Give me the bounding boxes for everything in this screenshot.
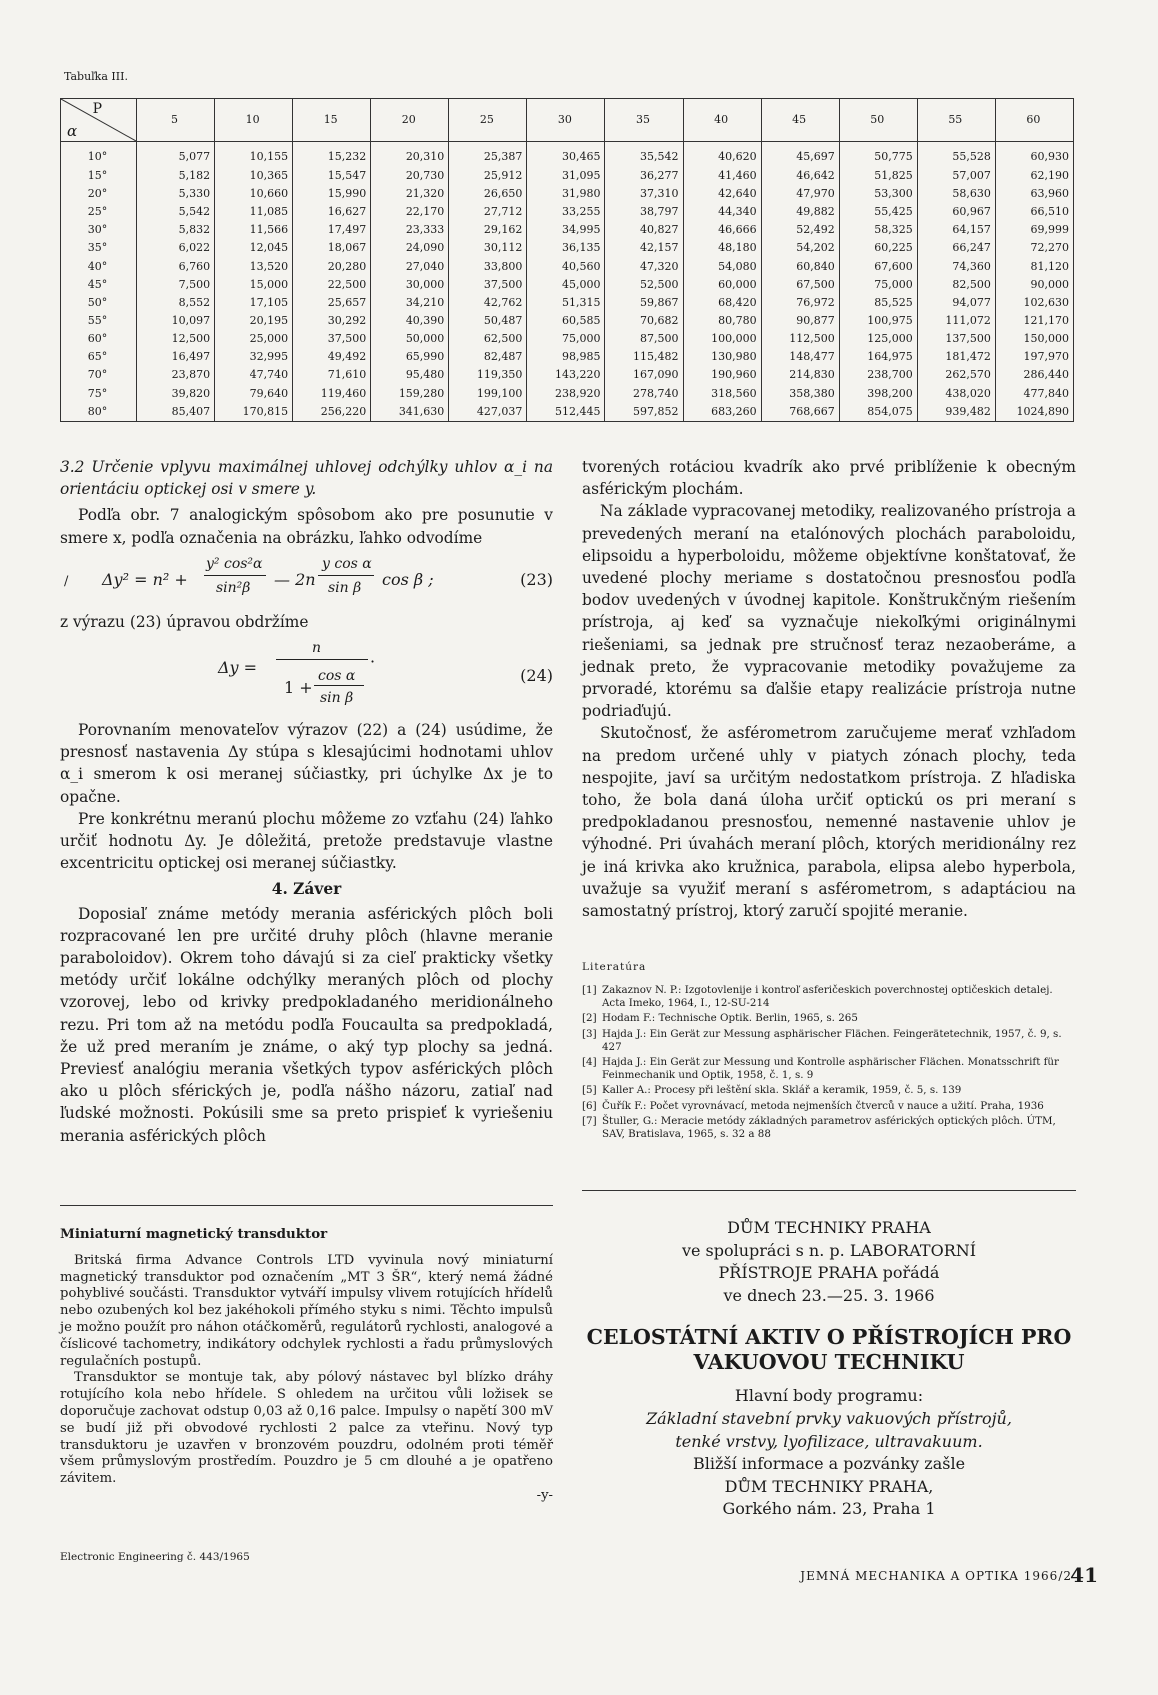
value-cell: 36,135 [527, 239, 605, 257]
program-item: Základní stavební prvky vakuových přístrojů, [646, 1408, 1012, 1428]
value-cell: 16,627 [293, 203, 371, 221]
program-title: Hlavní body programu: [734, 1386, 924, 1406]
value-cell: 49,492 [293, 348, 371, 366]
value-cell: 181,472 [917, 348, 995, 366]
value-cell: 31,980 [527, 185, 605, 203]
value-cell: 20,195 [215, 312, 293, 330]
value-cell: 52,500 [605, 276, 683, 294]
value-cell: 23,870 [137, 366, 215, 384]
value-cell: 47,740 [215, 366, 293, 384]
value-cell: 50,000 [371, 330, 449, 348]
value-cell: 427,037 [449, 403, 527, 422]
value-cell: 30,112 [449, 239, 527, 257]
table-row [61, 366, 1074, 384]
value-cell: 42,157 [605, 239, 683, 257]
value-cell: 37,500 [293, 330, 371, 348]
angle-cell: 15° [87, 168, 108, 182]
value-cell: 12,045 [215, 239, 293, 257]
section-heading: 3.2 Určenie vplyvu maximálnej uhlovej odchýlky uhlov α_i na orientáciu optickej osi v smere y. [60, 458, 553, 499]
value-cell: 25,000 [215, 330, 293, 348]
value-cell: 167,090 [605, 366, 683, 384]
organizer: DŮM TECHNIKY PRAHA [727, 1218, 931, 1237]
value-cell: 59,867 [605, 294, 683, 312]
value-cell: 55,528 [917, 142, 995, 167]
value-cell: 10,365 [215, 167, 293, 185]
value-cell: 47,320 [605, 258, 683, 276]
right-column [582, 456, 1076, 922]
reference-text: Štuller, G.: Meracie metódy základných parametrov asférických optických plôch. ÚTM, SAV, Bratislava, 1965, s. 32 a 88 [602, 1114, 1056, 1141]
value-cell: 12,500 [137, 330, 215, 348]
value-cell: 37,500 [449, 276, 527, 294]
value-cell: 597,852 [605, 403, 683, 422]
reference-number: [1] [582, 984, 597, 996]
value-cell: 11,085 [215, 203, 293, 221]
table-row [61, 348, 1074, 366]
corner-col-label: P [92, 101, 102, 117]
value-cell: 7,500 [137, 276, 215, 294]
equation-23: / Δy² = n² + y² cos²α sin²β — 2n y cos α sin β cos β ; (23) [64, 555, 553, 596]
value-cell: 1024,890 [995, 403, 1073, 422]
value-cell: 6,022 [137, 239, 215, 257]
value-cell: 60,000 [683, 276, 761, 294]
column-header: 35 [605, 99, 683, 142]
column-header: 50 [839, 99, 917, 142]
reference-item [582, 1100, 1076, 1113]
reference-item [582, 984, 1076, 1010]
value-cell: 60,225 [839, 239, 917, 257]
value-cell: 119,350 [449, 366, 527, 384]
angle-cell: 60° [87, 332, 108, 346]
value-cell: 20,280 [293, 258, 371, 276]
value-cell: 67,500 [761, 276, 839, 294]
column-header: 60 [995, 99, 1073, 142]
value-cell: 35,542 [605, 142, 683, 167]
value-cell: 22,170 [371, 203, 449, 221]
value-cell: 52,492 [761, 221, 839, 239]
value-cell: 30,465 [527, 142, 605, 167]
value-cell: 13,520 [215, 258, 293, 276]
value-cell: 48,180 [683, 239, 761, 257]
value-cell: 148,477 [761, 348, 839, 366]
value-cell: 46,666 [683, 221, 761, 239]
value-cell: 33,255 [527, 203, 605, 221]
value-cell: 70,682 [605, 312, 683, 330]
value-cell: 256,220 [293, 403, 371, 422]
value-cell: 81,120 [995, 258, 1073, 276]
value-cell: 72,270 [995, 239, 1073, 257]
value-cell: 29,162 [449, 221, 527, 239]
value-cell: 10,097 [137, 312, 215, 330]
value-cell: 27,040 [371, 258, 449, 276]
equation-number: (24) [520, 666, 553, 686]
value-cell: 76,972 [761, 294, 839, 312]
value-cell: 16,497 [137, 348, 215, 366]
value-cell: 41,460 [683, 167, 761, 185]
value-cell: 66,510 [995, 203, 1073, 221]
value-cell: 238,920 [527, 385, 605, 403]
value-cell: 17,497 [293, 221, 371, 239]
value-cell: 768,667 [761, 403, 839, 422]
value-cell: 5,077 [137, 142, 215, 167]
event-dates: ve dnech 23.—25. 3. 1966 [723, 1285, 935, 1305]
angle-cell: 40° [87, 259, 108, 273]
value-cell: 22,500 [293, 276, 371, 294]
value-cell: 197,970 [995, 348, 1073, 366]
value-cell: 25,912 [449, 167, 527, 185]
value-cell: 15,232 [293, 142, 371, 167]
value-cell: 15,990 [293, 185, 371, 203]
equation-number: (23) [520, 569, 553, 589]
value-cell: 238,700 [839, 366, 917, 384]
value-cell: 47,970 [761, 185, 839, 203]
value-cell: 51,315 [527, 294, 605, 312]
value-cell: 75,000 [527, 330, 605, 348]
table-row [61, 221, 1074, 239]
value-cell: 95,480 [371, 366, 449, 384]
value-cell: 36,277 [605, 167, 683, 185]
angle-cell: 10° [87, 150, 108, 164]
program-item: tenké vrstvy, lyofilizace, ultravakuum. [675, 1431, 983, 1451]
reference-item [582, 1056, 1076, 1082]
address: Gorkého nám. 23, Praha 1 [722, 1499, 936, 1519]
value-cell: 90,877 [761, 312, 839, 330]
table-row [61, 185, 1074, 203]
value-cell: 358,380 [761, 385, 839, 403]
news-title: Miniaturní magnetický transduktor [60, 1226, 328, 1242]
news-signature: -y- [536, 1487, 553, 1503]
value-cell: 46,642 [761, 167, 839, 185]
announcement-line: ve spolupráci s n. p. LABORATORNÍ [681, 1240, 977, 1260]
page-number: 41 [1070, 1563, 1098, 1587]
value-cell: 33,800 [449, 258, 527, 276]
reference-text: Zakaznov N. P.: Izgotovlenije i kontroľ asferičeskich poverchnostej optičeskich detalej. Acta Imeko, 1964, I., 12-SU-214 [602, 984, 1053, 1010]
table-row [61, 385, 1074, 403]
angle-cell: 65° [87, 350, 108, 364]
angle-cell: 50° [87, 295, 108, 309]
value-cell: 44,340 [683, 203, 761, 221]
news-source: Electronic Engineering č. 443/1965 [60, 1551, 250, 1563]
announcement-line: PŘÍSTROJE PRAHA pořádá [718, 1263, 940, 1283]
value-cell: 98,985 [527, 348, 605, 366]
value-cell: 15,547 [293, 167, 371, 185]
value-cell: 27,712 [449, 203, 527, 221]
value-cell: 121,170 [995, 312, 1073, 330]
value-cell: 82,487 [449, 348, 527, 366]
value-cell: 85,525 [839, 294, 917, 312]
value-cell: 17,105 [215, 294, 293, 312]
value-cell: 512,445 [527, 403, 605, 422]
reference-number: [3] [582, 1027, 597, 1040]
value-cell: 40,827 [605, 221, 683, 239]
info-line: Bližší informace a pozvánky zašle [692, 1454, 966, 1474]
reference-text: Hajda J.: Ein Gerät zur Messung asphärischer Flächen. Feingerätetechnik, 1957, č. 9, s. 427 [602, 1027, 1062, 1053]
reference-item [582, 1115, 1076, 1141]
value-cell: 15,000 [215, 276, 293, 294]
value-cell: 42,762 [449, 294, 527, 312]
reference-text: Kaller A.: Procesy při leštění skla. Sklář a keramik, 1959, č. 5, s. 139 [602, 1084, 962, 1097]
value-cell: 143,220 [527, 366, 605, 384]
value-cell: 854,075 [839, 403, 917, 422]
column-header: 15 [293, 99, 371, 142]
angle-cell: 45° [87, 277, 108, 291]
value-cell: 60,585 [527, 312, 605, 330]
value-cell: 20,730 [371, 167, 449, 185]
journal-footer: JEMNÁ MECHANIKA A OPTIKA 1966/2 [800, 1569, 1072, 1583]
value-cell: 94,077 [917, 294, 995, 312]
angle-cell: 35° [87, 241, 108, 255]
reference-number: [4] [582, 1056, 597, 1069]
reference-number: [7] [582, 1114, 597, 1127]
table-caption: Tabuľka III. [64, 70, 128, 83]
angle-cell: 25° [87, 205, 108, 219]
corner-row-label: α [67, 121, 78, 140]
value-cell: 62,500 [449, 330, 527, 348]
paragraph: Na základe vypracovanej metodiky, realizovaného prístroja a prevedených meraní na etalónových plochách paraboloidu, elipsoidu a hyperboloidu, môžeme objektívne konštatovať, že uvedené plochy meriame s dostatočnou presnosťou podľa bodov uvedených v úvodnej kapitole. Konštrukčným riešením prístroja, aj keď sa vyznačuje niekoľkými originálnymi riešeniami, sa jednak pre stručnosť teraz nezaoberáme, a jednak preto, že vypracovanie metodiky považujeme za prvoradé, ktorému sa ďalšie etapy realizácie prístroja nutne podriaďujú. [582, 502, 1076, 721]
value-cell: 40,560 [527, 258, 605, 276]
values-table [60, 98, 1074, 422]
paragraph: Doposiaľ známe metódy merania asférických plôch boli rozpracované len pre určité druhy plôch (hlavne meranie paraboloidov). Okrem toho dávajú si za cieľ prakticky všetky metódy určiť lokálne odchýlky meraných plôch od plochy vzorovej, lebo od krivky predpokladaného meridionálneho rezu. Pri tom až na metódu podľa Foucaulta sa predpokladá, že už pred meraním je známe, o aký typ plochy sa jedná. Previesť analógiu merania všetkých typov asférických plôch ako u plôch sférických je, podľa nášho názoru, zatiaľ nad ľudské možnosti. Pokúsili sme sa preto prispieť k vyriešeniu merania asférických plôch [60, 904, 553, 1145]
value-cell: 115,482 [605, 348, 683, 366]
value-cell: 55,425 [839, 203, 917, 221]
table-corner-cell [61, 99, 137, 142]
angle-cell: 80° [87, 404, 108, 418]
value-cell: 341,630 [371, 403, 449, 422]
table-row [61, 294, 1074, 312]
reference-item [582, 1012, 1076, 1025]
value-cell: 65,990 [371, 348, 449, 366]
value-cell: 112,500 [761, 330, 839, 348]
value-cell: 5,832 [137, 221, 215, 239]
value-cell: 100,000 [683, 330, 761, 348]
value-cell: 26,650 [449, 185, 527, 203]
reference-text: Hajda J.: Ein Gerät zur Messung und Kontrolle asphärischer Flächen. Monatsschrift für Feinmechanik und Optik, 1958, č. 1, s. 9 [602, 1056, 1059, 1082]
value-cell: 5,182 [137, 167, 215, 185]
column-header: 5 [137, 99, 215, 142]
value-cell: 6,760 [137, 258, 215, 276]
angle-cell: 55° [87, 314, 108, 328]
column-header: 10 [215, 99, 293, 142]
angle-cell: 70° [87, 368, 108, 382]
table-row [61, 239, 1074, 257]
organizer-name: DŮM TECHNIKY PRAHA, [724, 1476, 934, 1496]
value-cell: 57,007 [917, 167, 995, 185]
table-row [61, 142, 1074, 167]
value-cell: 20,310 [371, 142, 449, 167]
equation-24: Δy = n 1 + cos α sin β · (24) [218, 640, 553, 707]
value-cell: 262,570 [917, 366, 995, 384]
table-row [61, 203, 1074, 221]
value-cell: 69,999 [995, 221, 1073, 239]
news-paragraph: Transduktor se montuje tak, aby pólový nástavec byl blízko dráhy rotujícího kola nebo hřídele. S ohledem na určitou vůli ložisek se doporučuje zachovat odstup 0,03 až 0,16 palce. Impulsy o napětí 300 mV se budí již při obvodové rychlosti 2 palce za vteřinu. Nový typ transduktoru je uzavřen v bronzovém pouzdru, odolném proti téměř všem průmyslovým prostředím. Pouzdro je 5 cm dlouhé a je opatřeno závitem. [60, 1370, 553, 1487]
table-row [61, 167, 1074, 185]
value-cell: 32,995 [215, 348, 293, 366]
value-cell: 58,325 [839, 221, 917, 239]
value-cell: 74,360 [917, 258, 995, 276]
value-cell: 278,740 [605, 385, 683, 403]
table-header-row [61, 99, 1074, 142]
value-cell: 71,610 [293, 366, 371, 384]
value-cell: 30,000 [371, 276, 449, 294]
value-cell: 50,487 [449, 312, 527, 330]
paragraph: Podľa obr. 7 analogickým spôsobom ako pre posunutie v smere x, podľa označenia na obrázku, ľahko odvodíme [60, 506, 553, 547]
table-row [61, 312, 1074, 330]
value-cell: 25,657 [293, 294, 371, 312]
value-cell: 40,390 [371, 312, 449, 330]
value-cell: 82,500 [917, 276, 995, 294]
value-cell: 80,780 [683, 312, 761, 330]
value-cell: 683,260 [683, 403, 761, 422]
value-cell: 67,600 [839, 258, 917, 276]
value-cell: 10,660 [215, 185, 293, 203]
news-item [60, 1226, 553, 1505]
paragraph: Pre konkrétnu meranú plochu môžeme zo vzťahu (24) ľahko určiť hodnotu Δy. Je dôležitá, pretože predstavuje vlastne excentricitu optickej osi meranej súčiastky. [60, 809, 553, 873]
value-cell: 18,067 [293, 239, 371, 257]
value-cell: 8,552 [137, 294, 215, 312]
table-row [61, 258, 1074, 276]
value-cell: 10,155 [215, 142, 293, 167]
value-cell: 100,975 [839, 312, 917, 330]
value-cell: 64,157 [917, 221, 995, 239]
conclusion-heading: 4. Záver [271, 880, 342, 899]
value-cell: 58,630 [917, 185, 995, 203]
table-body [61, 142, 1074, 422]
column-header: 55 [917, 99, 995, 142]
paragraph: tvorených rotáciou kvadrík ako prvé priblíženie k obecným asférickým plochám. [582, 458, 1076, 499]
value-cell: 438,020 [917, 385, 995, 403]
reference-list [582, 984, 1076, 1143]
value-cell: 21,320 [371, 185, 449, 203]
value-cell: 45,697 [761, 142, 839, 167]
value-cell: 53,300 [839, 185, 917, 203]
value-cell: 24,090 [371, 239, 449, 257]
value-cell: 79,640 [215, 385, 293, 403]
announcement [582, 1217, 1076, 1521]
paragraph: Porovnaním menovateľov výrazov (22) a (24) usúdime, že presnosť nastavenia Δy stúpa s klesajúcimi hodnotami uhlov α_i smerom k osi meranej súčiastky, pri úchylke Δx je to opačne. [60, 721, 553, 806]
reference-number: [5] [582, 1084, 597, 1097]
value-cell: 34,210 [371, 294, 449, 312]
value-cell: 54,202 [761, 239, 839, 257]
value-cell: 68,420 [683, 294, 761, 312]
value-cell: 111,072 [917, 312, 995, 330]
reference-number: [6] [582, 1099, 597, 1112]
reference-item [582, 1028, 1076, 1054]
value-cell: 286,440 [995, 366, 1073, 384]
column-header: 30 [527, 99, 605, 142]
reference-item [582, 1084, 1076, 1097]
value-cell: 477,840 [995, 385, 1073, 403]
value-cell: 159,280 [371, 385, 449, 403]
left-column [60, 456, 553, 1147]
value-cell: 51,825 [839, 167, 917, 185]
value-cell: 164,975 [839, 348, 917, 366]
value-cell: 25,387 [449, 142, 527, 167]
value-cell: 49,882 [761, 203, 839, 221]
value-cell: 137,500 [917, 330, 995, 348]
value-cell: 38,797 [605, 203, 683, 221]
divider [582, 1190, 1076, 1191]
paragraph: z výrazu (23) úpravou obdržíme [60, 612, 309, 631]
value-cell: 119,460 [293, 385, 371, 403]
news-paragraph: Britská firma Advance Controls LTD vyvinula nový miniaturní magnetický transduktor pod označením „MT 3 ŠR“, který nemá žádné pohyblivé součásti. Transduktor vytváří impulsy vlivem rotujících hřídelů nebo ozubených kol bez jakéhokoli přímého styku s nimi. Těchto impulsů je možno použít pro náhon otáčkoměrů, regulátorů rychlosti, analogové a číslicové tachometry, indikátory odchylek rychlosti a řadu průmyslových regulačních postupů. [60, 1252, 553, 1369]
value-cell: 63,960 [995, 185, 1073, 203]
column-header: 45 [761, 99, 839, 142]
value-cell: 60,930 [995, 142, 1073, 167]
value-cell: 31,095 [527, 167, 605, 185]
value-cell: 50,775 [839, 142, 917, 167]
value-cell: 23,333 [371, 221, 449, 239]
value-cell: 85,407 [137, 403, 215, 422]
value-cell: 11,566 [215, 221, 293, 239]
value-cell: 150,000 [995, 330, 1073, 348]
value-cell: 30,292 [293, 312, 371, 330]
value-cell: 60,840 [761, 258, 839, 276]
value-cell: 54,080 [683, 258, 761, 276]
value-cell: 37,310 [605, 185, 683, 203]
value-cell: 318,560 [683, 385, 761, 403]
paragraph: Skutočnosť, že asférometrom zaručujeme merať vzhľadom na predom určené uhly v piatych zónach plochy, teda nespojite, javí sa určitým nedostatkom prístroja. Z hľadiska toho, že bola daná úloha určiť optickú os pri meraní s predpokladanou presnosťou, nemenné nastavenie uhlov je výhodné. Pri úvahách meraní plôch, ktorých meridionálny rez je iná krivka ako kružnica, parabola, elipsa alebo hyperbola, uvažuje sa využiť meraní s asférometrom, s adaptáciou na samostatný prístroj, ktorý zaručí spojité meranie. [582, 724, 1076, 921]
event-title: CELOSTÁTNÍ AKTIV O PŘÍSTROJÍCH PRO VAKUOVOU TECHNIKU [586, 1325, 1072, 1375]
value-cell: 130,980 [683, 348, 761, 366]
value-cell: 34,995 [527, 221, 605, 239]
column-header: 25 [449, 99, 527, 142]
value-cell: 398,200 [839, 385, 917, 403]
value-cell: 5,542 [137, 203, 215, 221]
value-cell: 5,330 [137, 185, 215, 203]
literature-title: Literatúra [582, 961, 647, 973]
reference-text: Čuřík F.: Počet vyrovnávací, metoda nejmenších čtverců v nauce a užití. Praha, 1936 [602, 1099, 1044, 1112]
value-cell: 939,482 [917, 403, 995, 422]
value-cell: 40,620 [683, 142, 761, 167]
value-cell: 170,815 [215, 403, 293, 422]
divider [60, 1205, 553, 1206]
value-cell: 214,830 [761, 366, 839, 384]
reference-number: [2] [582, 1012, 597, 1025]
column-header: 20 [371, 99, 449, 142]
value-cell: 60,967 [917, 203, 995, 221]
value-cell: 66,247 [917, 239, 995, 257]
table-row [61, 276, 1074, 294]
angle-cell: 30° [87, 223, 108, 237]
reference-text: Hodam F.: Technische Optik. Berlin, 1965, s. 265 [602, 1012, 858, 1025]
value-cell: 42,640 [683, 185, 761, 203]
value-cell: 90,000 [995, 276, 1073, 294]
value-cell: 125,000 [839, 330, 917, 348]
value-cell: 199,100 [449, 385, 527, 403]
table-row [61, 330, 1074, 348]
angle-cell: 75° [87, 386, 108, 400]
value-cell: 87,500 [605, 330, 683, 348]
value-cell: 45,000 [527, 276, 605, 294]
value-cell: 39,820 [137, 385, 215, 403]
value-cell: 62,190 [995, 167, 1073, 185]
angle-cell: 20° [87, 187, 108, 201]
value-cell: 190,960 [683, 366, 761, 384]
value-cell: 102,630 [995, 294, 1073, 312]
column-header: 40 [683, 99, 761, 142]
value-cell: 75,000 [839, 276, 917, 294]
table-row [61, 403, 1074, 422]
